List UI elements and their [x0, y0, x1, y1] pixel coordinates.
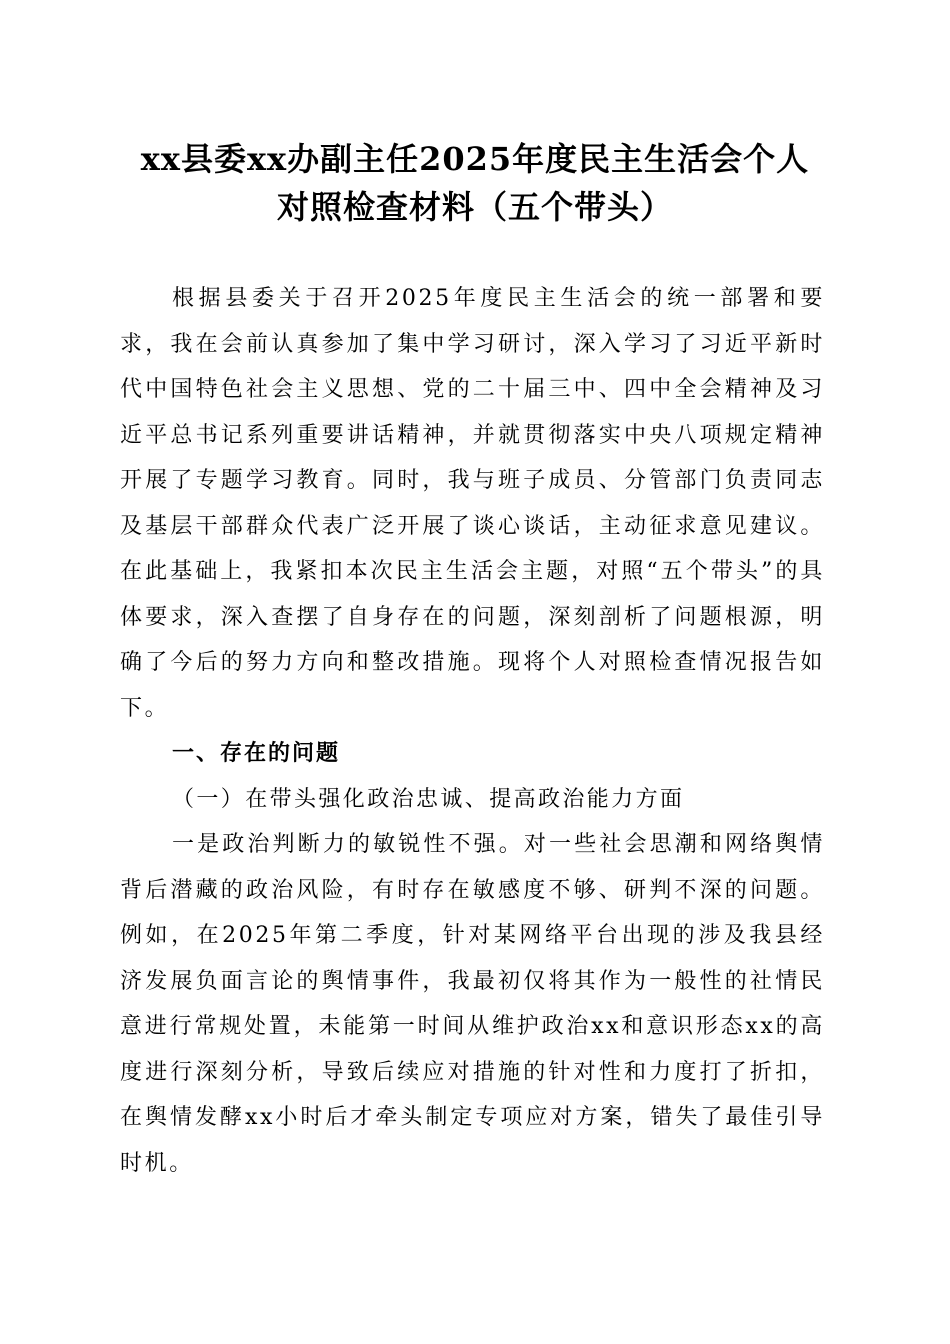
document-title: [100, 135, 850, 231]
intro-paragraph: 根据县委关于召开2025年度民主生活会的统一部署和要求，我在会前认真参加了集中学习研讨，深入学习了习近平新时代中国特色社会主义思想、党的二十届三中、四中全会精神及习近平总书记系列重要讲话精神，并就贯彻落实中央八项规定精神开展了专题学习教育。同时，我与班子成员、分管部门负责同志及基层干部群众代表广泛开展了谈心谈话，主动征求意见建议。在此基础上，我紧扣本次民主生活会主题，对照“五个带头”的具体要求，深入查摆了自身存在的问题，深刻剖析了问题根源，明确了今后的努力方向和整改措施。现将个人对照检查情况报告如下。: [120, 286, 825, 721]
title-line-2: 对照检查材料（五个带头）: [276, 188, 673, 226]
title-line-1: xx县委xx办副主任2025年度民主生活会个人: [140, 140, 810, 178]
point-lead: 一是政治判断力的敏锐性不强。: [172, 832, 524, 857]
section-heading: 一、存在的问题: [172, 741, 341, 766]
subsection-heading: （一）在带头强化政治忠诚、提高政治能力方面: [172, 786, 685, 812]
document-body: [120, 276, 825, 1186]
point-body: 对一些社会思潮和网络舆情背后潜藏的政治风险，有时存在敏感度不够、研判不深的问题。例如，在2025年第二季度，针对某网络平台出现的涉及我县经济发展负面言论的舆情事件，我最初仅将其作为一般性的社情民意进行常规处置，未能第一时间从维护政治xx和意识形态xx的高度进行深刻分析，导致后续应对措施的针对性和力度打了折扣，在舆情发酵xx小时后才牵头制定专项应对方案，错失了最佳引导时机。: [120, 832, 825, 1176]
point-paragraph: [120, 822, 825, 1186]
